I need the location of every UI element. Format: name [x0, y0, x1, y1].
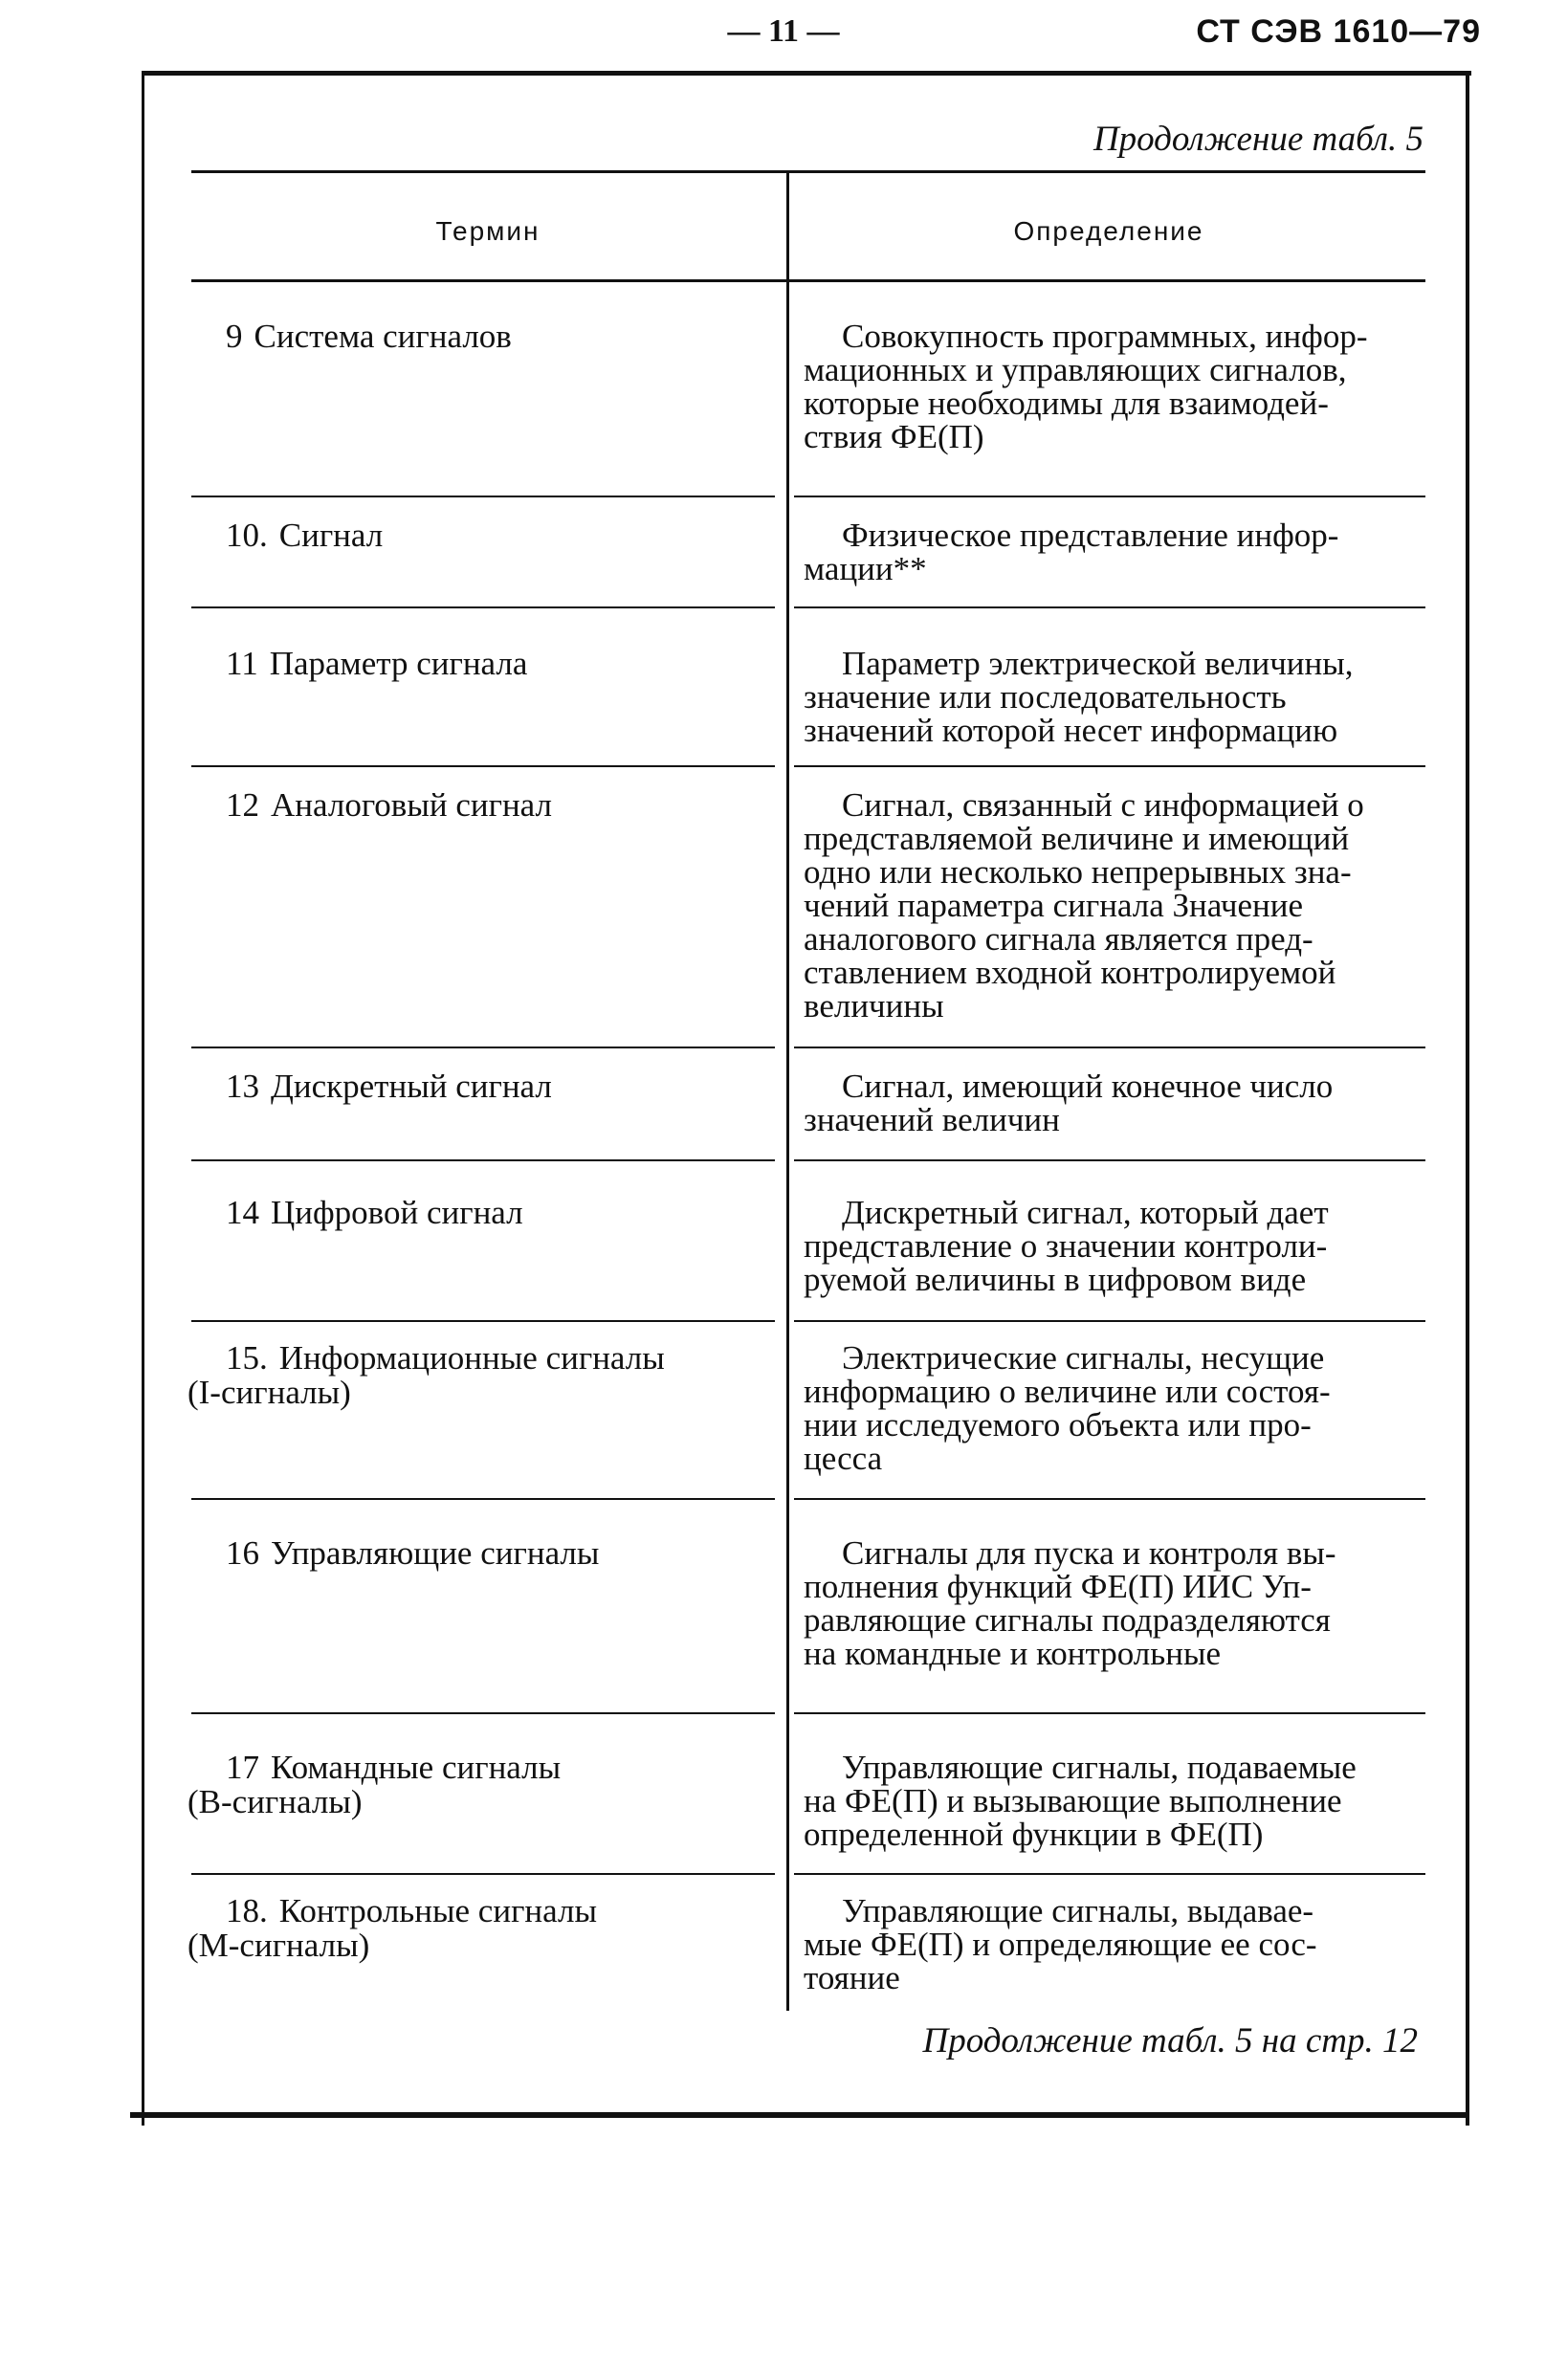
definition-line: величины: [804, 987, 944, 1025]
row-separator: [191, 765, 775, 767]
row-separator: [794, 1320, 1425, 1322]
definition-line: ставлением входной контролируемой: [804, 954, 1336, 991]
row-separator: [794, 1047, 1425, 1048]
definition-line: полнения функций ФЕ(П) ИИС Уп-: [804, 1568, 1312, 1605]
definition-line: мые ФЕ(П) и определяющие ее сос-: [804, 1926, 1317, 1963]
term-number: 13: [226, 1068, 259, 1105]
definition-line: Совокупность программных, инфор-: [842, 318, 1368, 355]
term-cell: [188, 647, 752, 681]
definition-cell: [804, 1341, 1425, 1475]
term-text-line2: (В-сигналы): [188, 1783, 363, 1820]
term-number: 16: [226, 1534, 259, 1572]
row-separator: [191, 1159, 775, 1161]
term-number: 17: [226, 1749, 259, 1786]
term-text: Дискретный сигнал: [271, 1068, 552, 1105]
term-cell: [188, 1341, 752, 1410]
page-number: — 11 —: [727, 13, 840, 49]
term-number: 15.: [226, 1339, 268, 1377]
definition-line: Электрические сигналы, несущие: [842, 1339, 1325, 1377]
term-cell: [188, 1069, 752, 1104]
definition-line: информацию о величине или состоя-: [804, 1373, 1331, 1410]
definition-cell: [804, 1751, 1425, 1851]
definition-cell: [804, 1894, 1425, 1994]
definition-line: представление о значении контроли-: [804, 1227, 1328, 1265]
definition-line: значений величин: [804, 1101, 1060, 1138]
definition-line: Сигнал, имеющий конечное число: [842, 1068, 1334, 1105]
definition-line: равляющие сигналы подразделяются: [804, 1601, 1331, 1639]
standard-code: СТ СЭВ 1610—79: [1196, 13, 1481, 50]
column-header-definition: Определение: [1013, 216, 1204, 246]
definition-cell: [804, 1196, 1425, 1296]
definition-line: цесса: [804, 1440, 883, 1477]
row-separator: [191, 1047, 775, 1048]
row-separator: [191, 1712, 775, 1714]
term-cell: [188, 518, 752, 553]
term-text: Командные сигналы: [271, 1749, 562, 1786]
definition-cell: [804, 788, 1425, 1023]
term-number: 14: [226, 1194, 259, 1231]
column-header-term: Термин: [435, 216, 541, 246]
definition-line: на командные и контрольные: [804, 1635, 1221, 1672]
definition-line: мационных и управляющих сигналов,: [804, 351, 1347, 388]
term-cell: [188, 1751, 752, 1819]
table-header-top-line: [191, 170, 1425, 173]
definition-line: Физическое представление инфор-: [842, 517, 1339, 554]
row-separator: [794, 1159, 1425, 1161]
definition-line: руемой величины в цифровом виде: [804, 1261, 1307, 1298]
definition-line: определенной функции в ФЕ(П): [804, 1816, 1264, 1853]
definition-cell: [804, 1536, 1425, 1670]
term-text: Информационные сигналы: [278, 1339, 665, 1377]
definition-cell: [804, 518, 1425, 585]
term-number: 12: [226, 786, 259, 824]
row-separator: [794, 1712, 1425, 1714]
term-cell: [188, 1894, 752, 1963]
definition-line: мации**: [804, 550, 927, 587]
term-text-line2: (I-сигналы): [188, 1374, 351, 1411]
row-separator: [191, 496, 775, 497]
term-text: Цифровой сигнал: [271, 1194, 523, 1231]
term-text: Система сигналов: [254, 318, 512, 355]
row-separator: [191, 1320, 775, 1322]
term-cell: [188, 1196, 752, 1230]
frame-left-border: [142, 71, 144, 2126]
term-number: 10.: [226, 517, 268, 554]
definition-line: Дискретный сигнал, который дает: [842, 1194, 1329, 1231]
bottom-rule: [130, 2112, 1469, 2118]
frame-right-border: [1466, 71, 1469, 2126]
row-separator: [794, 1498, 1425, 1500]
definition-cell: [804, 1069, 1425, 1136]
row-separator: [794, 765, 1425, 767]
term-number: 9: [226, 318, 243, 355]
term-number: 11: [226, 645, 258, 682]
term-text: Параметр сигнала: [269, 645, 528, 682]
definition-cell: [804, 647, 1425, 747]
definition-cell: [804, 320, 1425, 453]
definition-line: которые необходимы для взаимодей-: [804, 385, 1329, 422]
definition-line: представляемой величине и имеющий: [804, 820, 1350, 857]
term-cell: [188, 320, 752, 354]
table-caption-continuation: Продолжение табл. 5: [1092, 120, 1424, 159]
definition-line: Сигнал, связанный с информацией о: [842, 786, 1364, 824]
row-separator: [191, 1498, 775, 1500]
definition-line: Параметр электрической величины,: [842, 645, 1354, 682]
term-text: Аналоговый сигнал: [271, 786, 552, 824]
row-separator: [191, 606, 775, 608]
row-separator: [191, 1873, 775, 1875]
definition-line: Сигналы для пуска и контроля вы-: [842, 1534, 1336, 1572]
top-rule: [142, 71, 1471, 76]
term-text: Сигнал: [278, 517, 384, 554]
definition-line: чений параметра сигнала Значение: [804, 887, 1304, 924]
definition-line: Управляющие сигналы, подаваемые: [842, 1749, 1357, 1786]
row-separator: [794, 606, 1425, 608]
term-cell: [188, 788, 752, 823]
definition-line: значений которой несет информацию: [804, 712, 1338, 749]
row-separator: [794, 496, 1425, 497]
column-divider: [786, 172, 789, 2011]
term-text: Контрольные сигналы: [278, 1892, 597, 1929]
definition-line: аналогового сигнала является пред-: [804, 920, 1313, 958]
definition-line: тояние: [804, 1959, 900, 1996]
definition-line: на ФЕ(П) и вызывающие выполнение: [804, 1782, 1342, 1819]
definition-line: значение или последовательность: [804, 678, 1287, 716]
term-number: 18.: [226, 1892, 268, 1929]
table-header-bottom-line: [191, 279, 1425, 282]
definition-line: нии исследуемого объекта или про-: [804, 1406, 1312, 1443]
definition-line: Управляющие сигналы, выдавае-: [842, 1892, 1314, 1929]
row-separator: [794, 1873, 1425, 1875]
definition-line: одно или несколько непрерывных зна-: [804, 853, 1352, 891]
term-text-line2: (М-сигналы): [188, 1927, 370, 1964]
table-continuation-note: Продолжение табл. 5 на стр. 12: [922, 2021, 1418, 2060]
term-text: Управляющие сигналы: [271, 1534, 600, 1572]
term-cell: [188, 1536, 752, 1571]
definition-line: ствия ФЕ(П): [804, 418, 984, 455]
